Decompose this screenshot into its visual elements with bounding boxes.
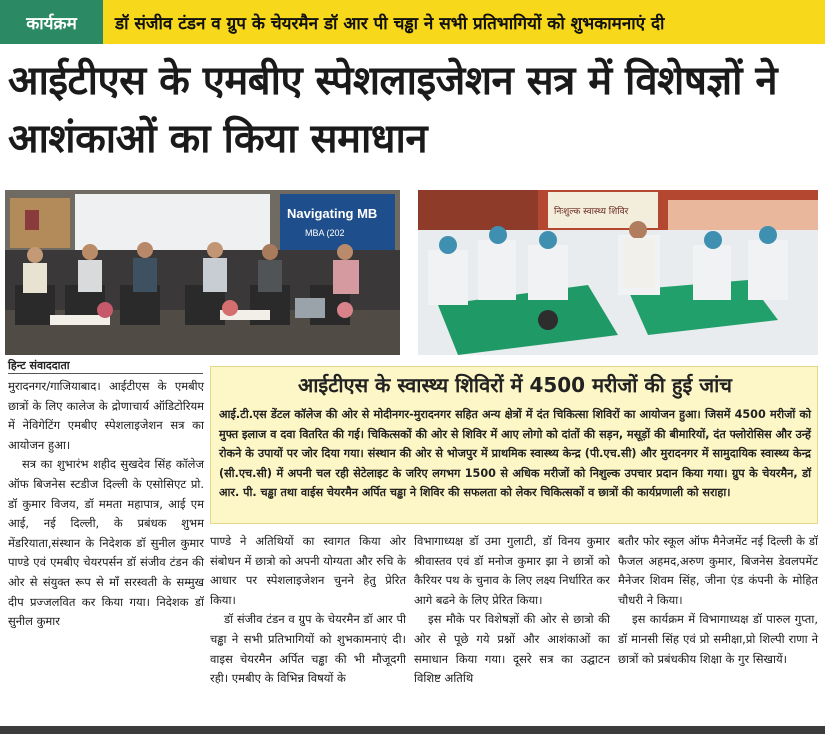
sub-headline: डॉ संजीव टंडन व ग्रुप के चेयरमैन डॉ आर पी चड्ढा ने सभी प्रतिभागियों को शुभकामनाएं दी xyxy=(115,13,665,34)
main-headline: आईटीएस के एमबीए स्पेशलाइजेशन सत्र में विशेषज्ञों ने आशंकाओं का किया समाधान xyxy=(8,58,778,162)
article-column-3 xyxy=(414,532,610,689)
seminar-photo-illustration xyxy=(5,190,400,355)
article-paragraph: डॉ संजीव टंडन व ग्रुप के चेयरमैन डॉ आर पी चड्ढा ने सभी प्रतिभागियों को शुभकामनाएं दी। वाइस चेयरमैन अर्पित चड्ढा की भी मौजूदगी रही। एमबीए के विभिन्न विषयों के xyxy=(210,612,406,686)
byline: हिन्ट संवाददाता xyxy=(8,359,70,372)
article-column-2 xyxy=(210,532,406,689)
health-camp-body: आई.टी.एस डेंटल कॉलेज की ओर से मोदीनगर-मुरादनगर सहित अन्य क्षेत्रों में दंत चिकित्सा शिविरों का आयोजन हुआ। जिसमें 4500 मरीजों को मुफ्त इलाज व दवा वितरित की गई। चिकित्सकों की ओर से शिविर में आए लोगो को दांतों की सड़न, मसूड़ों की बीमारियों, दंत फ्लोरोसिस और उन्हें रोकने के उपायों पर जोर दिया गया। संस्थान की ओर से भोजपुर में प्राथमिक स्वास्थ्य केन्द्र (पी.एच.सी) और मुरादनगर में सामुदायिक स्वास्थ्य केन्द्र (सी.एच.सी) में अपनी चल रही सेटेलाइट के जरिए लगभग 1500 से अधिक मरीजों को निशुल्क उपचार प्रदान किया गया। ग्रुप के चेयरमैन, डॉ आर. पी. चड्ढा तथा वाईस चेयरमैन अर्पित चड्ढा ने शिविर की सफलता को लेकर चिकित्सकों व छात्रों की कार्यप्रणाली को सराहा। xyxy=(219,408,811,499)
article-column-4 xyxy=(618,532,818,669)
article-paragraph: इस कार्यक्रम में विभागाध्यक्ष डॉ पारुल गुप्ता, डॉ मानसी सिंह एवं प्रो समीक्षा,प्रो शिल्पी राणा ने छात्रों को प्रबंधकीय शिक्षा के गुर सिखायें। xyxy=(618,612,818,666)
health-camp-title: आईटीएस के स्वास्थ्य शिविरों में 4500 मरीजों की हुई जांच xyxy=(297,373,732,397)
article-paragraph: बतौर फोर स्कूल ऑफ मैनेजमेंट नई दिल्ली के डॉ फैजल अहमद,अरुण कुमार, बिजनेस डेवलपमेंट मैनेजर शिवम सिंह, जीना एंड कंपनी के मोहित चौधरी ने किया। xyxy=(618,534,818,607)
byline-rule xyxy=(8,373,203,374)
seminar-banner-title: Navigating MB xyxy=(287,206,378,221)
seminar-photo xyxy=(5,190,400,355)
article-paragraph: सत्र का शुभारंभ शहीद सुखदेव सिंह कॉलेज ऑफ बिजनेस स्टडीज दिल्ली के एसोसिएट प्रो. डॉ कुमार विजय, डॉ ममता महापात्र, आई एम आई, नई दिल्ली, के प्रबंधक शुभम मेंडरियाता,संस्थान के निदेशक डॉ सुनील कुमार पाण्डे एवं एमबीए चेयरपर्सन डॉ संजीव टंडन की ओर से संयुक्त रूप से माँ सरस्वती के सम्मुख दीप प्रज्जलवित कर किया गया। निदेशक डॉ सुनील कुमार xyxy=(8,457,204,629)
article-paragraph: इस मौके पर विशेषज्ञों की ओर से छात्रो की ओर से पूछे गये प्रश्नों और आशंकाओं का समाधान किया गया। दूसरे सत्र का उद्घाटन विशिष्ट अतिथि xyxy=(414,612,610,686)
article-paragraph: मुरादनगर/गाजियाबाद। आईटीएस के एमबीए छात्रों के लिए कालेज के द्रोणाचार्य ऑडिटोरियम में नेविगेटिंग एमबीए स्पेशलाइजेशन सत्र का आयोजन हुआ। xyxy=(8,379,204,452)
camp-banner-text: निःशुल्क स्वास्थ्य शिविर xyxy=(554,207,629,217)
section-kicker: कार्यक्रम xyxy=(0,0,103,44)
article-paragraph: पाण्डे ने अतिथियों का स्वागत किया ओर संबोधन में छात्रो को अपनी योग्यता और रुचि के आधार पर स्पेशलाइजेशन चुनने हेतु प्रेरित किया। xyxy=(210,534,406,607)
article-column-1 xyxy=(8,377,204,632)
health-camp-illustration xyxy=(418,190,818,355)
article-paragraph: विभागाध्यक्ष डॉ उमा गुलाटी, डॉ विनय कुमार श्रीवास्तव एवं डॉ मनोज कुमार झा ने छात्रों को कैरियर पथ के चुनाव के लिए लक्ष्य निर्धारित कर आगे बढने के लिए प्रेरित किया। xyxy=(414,534,610,607)
page-bottom-rule xyxy=(0,726,825,734)
seminar-banner-sub: MBA (202 xyxy=(305,228,345,238)
health-camp-box xyxy=(210,366,818,524)
health-camp-photo xyxy=(418,190,818,355)
